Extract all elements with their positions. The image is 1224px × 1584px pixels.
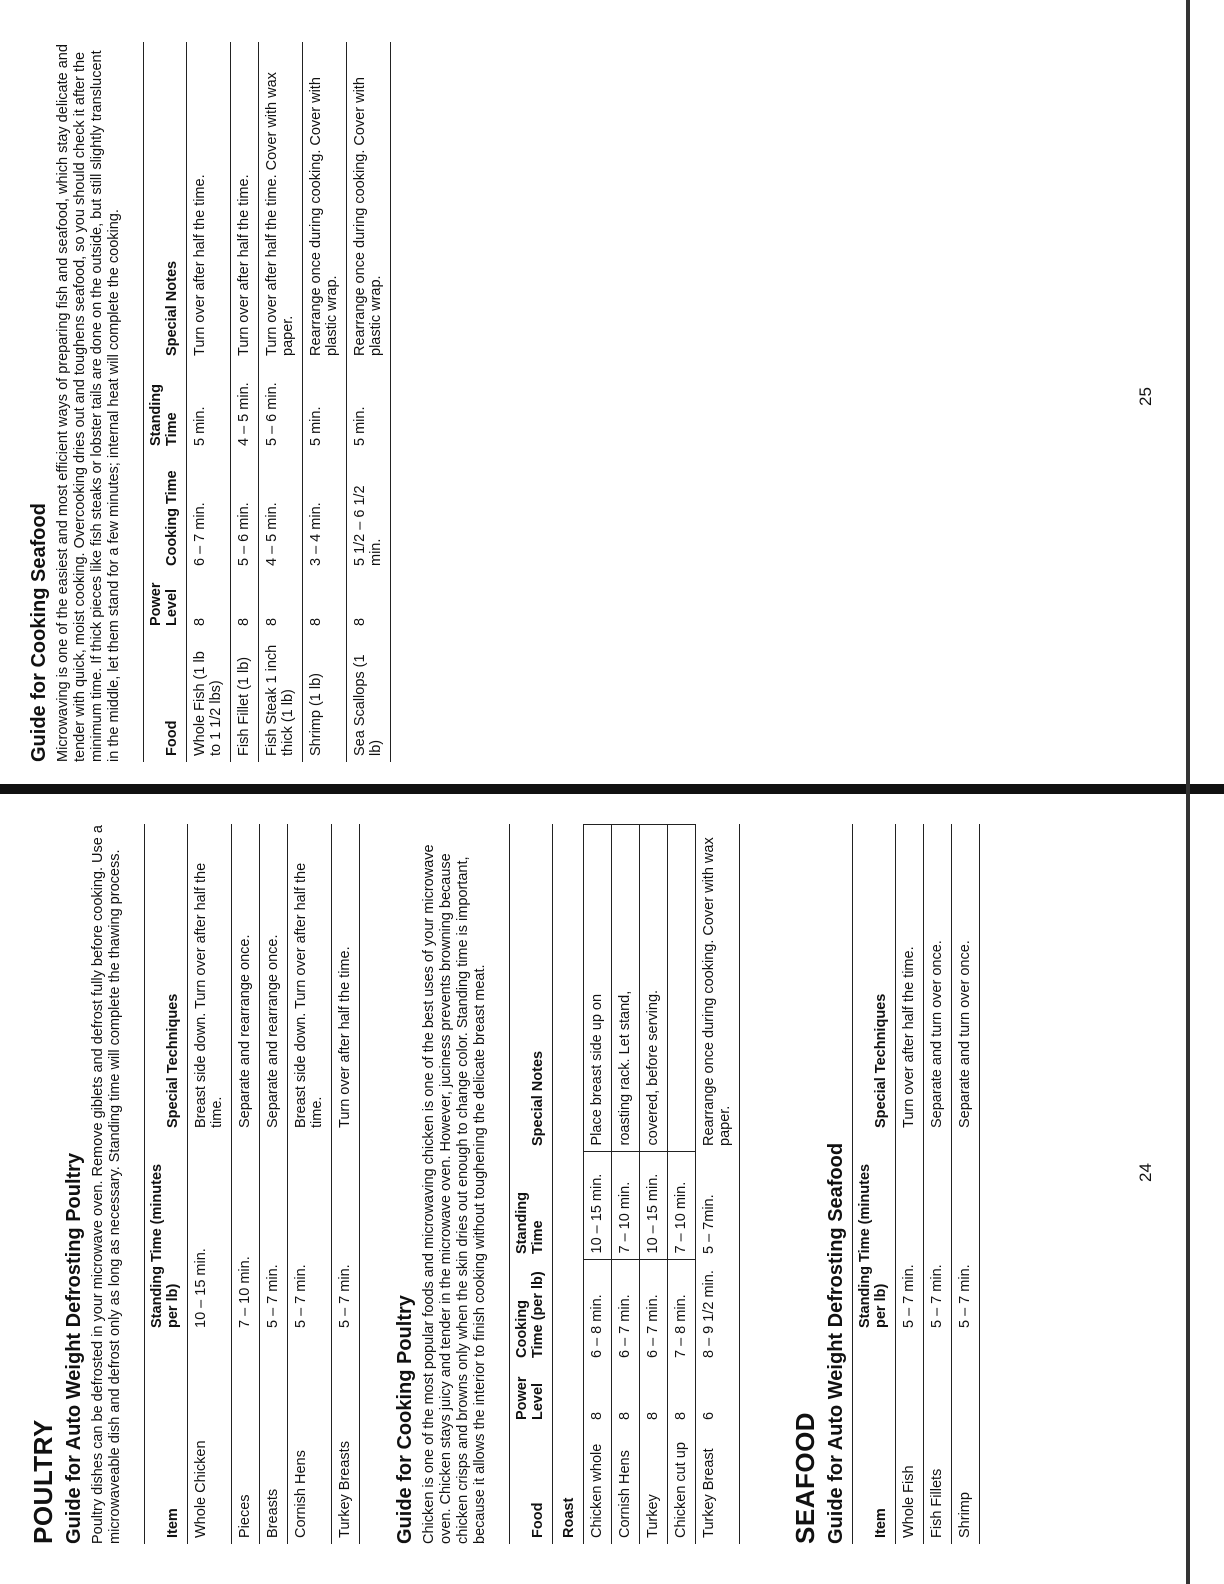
cell-standing: 10 – 15 min. [584, 1152, 612, 1260]
cell-item: Shrimp [952, 1334, 980, 1544]
col-header-notes: Special Notes [144, 42, 187, 362]
cell-cooking: 6 – 7 min. [640, 1260, 668, 1364]
cell-standing: 5 – 7 min. [288, 1134, 332, 1334]
cell-techniques: Separate and rearrange once. [260, 824, 288, 1134]
cell-standing: 5 min. [187, 362, 231, 452]
cell-food: Shrimp (1 lb) [303, 632, 347, 762]
cook-poultry-intro: Chicken is one of the most popular foods and microwaving chicken is one of the best uses of your microwave oven. Chicken stays juicy and tender in the microwave oven. However, juciness prevents browning because chicken crisps and browns only when the skin dries out enough to change color. Standing time is important, because it allows the interior to finish cooking without toughening the delicate breast meat. [421, 844, 488, 1544]
col-header-standing: Standing Time [144, 362, 187, 452]
table-row [347, 42, 391, 762]
book-spine [0, 784, 1224, 794]
section-title-poultry: POULTRY [28, 1419, 58, 1544]
table-row [584, 825, 612, 1545]
cell-standing: 5 min. [303, 362, 347, 452]
cell-food: Chicken cut up [668, 1426, 696, 1544]
cell-notes: covered, before serving. [640, 825, 668, 1153]
col-header-item: Item [853, 1334, 896, 1544]
cell-cooking: 6 – 7 min. [612, 1260, 640, 1364]
cell-standing: 7 – 10 min. [232, 1134, 260, 1334]
table-row [612, 825, 640, 1545]
col-header-techniques: Special Techniques [853, 824, 896, 1134]
cell-food: Sea Scallops (1 lb) [347, 632, 391, 762]
cell-item: Cornish Hens [288, 1334, 332, 1544]
page-number-24: 24 [1136, 1163, 1155, 1182]
defrost-poultry-table [144, 824, 360, 1544]
cell-techniques: Breast side down. Turn over after half the time. [288, 824, 332, 1134]
cell-power: 8 [187, 572, 231, 632]
cell-notes: roasting rack. Let stand, [612, 825, 640, 1153]
cell-item: Whole Fish [896, 1334, 924, 1544]
cell-techniques: Turn over after half the time. [332, 824, 360, 1134]
table-row [232, 824, 260, 1544]
cell-cooking: 7 – 8 min. [668, 1260, 696, 1364]
cell-standing: 5 – 7 min. [896, 1134, 924, 1334]
cell-standing: 7 – 10 min. [612, 1152, 640, 1260]
cell-item: Whole Chicken [188, 1334, 232, 1544]
table-row [924, 824, 952, 1544]
cell-power: 8 [347, 572, 391, 632]
col-header-techniques: Special Techniques [145, 824, 188, 1134]
table-row [303, 42, 347, 762]
col-header-cooking: Cooking Time (per lb) [510, 1260, 553, 1364]
table-row [260, 824, 288, 1544]
cell-cooking: 6 – 7 min. [187, 452, 231, 572]
cook-seafood-title: Guide for Cooking Seafood [28, 503, 50, 762]
group-label-roast: Roast [553, 825, 584, 1545]
cook-poultry-table [509, 824, 740, 1544]
table-row [259, 42, 303, 762]
table-row [332, 824, 360, 1544]
cell-power: 8 [303, 572, 347, 632]
table-header-row [510, 825, 553, 1545]
col-header-food: Food [144, 632, 187, 762]
table-row [896, 824, 924, 1544]
cell-standing: 5 – 7min. [696, 1152, 740, 1260]
cell-standing: 5 – 7 min. [260, 1134, 288, 1334]
table-row [640, 825, 668, 1545]
section-title-seafood: SEAFOOD [790, 1411, 820, 1544]
col-header-cooking: Cooking Time [144, 452, 187, 572]
cell-item: Fish Fillets [924, 1334, 952, 1544]
table-header-row [145, 824, 188, 1544]
defrost-poultry-title: Guide for Auto Weight Defrosting Poultry [63, 1152, 85, 1544]
cook-seafood-intro: Microwaving is one of the easiest and most efficient ways of preparing fish and seafood, which stay delicate and tender with quick, moist cooking. Overcooking dries out and toughens seafood, so you should check it after the minimum time. If thick pieces like fish steaks or lobster tails are done on the outside, but still slightly translucent in the middle, let them stand for a few minutes; internal heat will complete the cooking. [55, 44, 122, 762]
cell-cooking: 5 1/2 – 6 1/2 min. [347, 452, 391, 572]
cell-item: Breasts [260, 1334, 288, 1544]
col-header-item: Item [145, 1334, 188, 1544]
table-row [288, 824, 332, 1544]
col-header-power: Power Level [510, 1364, 553, 1426]
group-row [553, 825, 584, 1545]
table-row [187, 42, 231, 762]
cell-power: 8 [668, 1364, 696, 1426]
cell-standing: 10 – 15 min. [188, 1134, 232, 1334]
col-header-standing: Standing Time [510, 1152, 553, 1260]
cell-notes: Rearrange once during cooking. Cover with plastic wrap. [347, 42, 391, 362]
cell-notes: Rearrange once during cooking. Cover with wax paper. [696, 825, 740, 1153]
cell-item: Turkey Breasts [332, 1334, 360, 1544]
cell-standing: 4 – 5 min. [231, 362, 259, 452]
cell-notes: Turn over after half the time. Cover with wax paper. [259, 42, 303, 362]
table-row [696, 825, 740, 1545]
cell-standing: 7 – 10 min. [668, 1152, 696, 1260]
col-header-notes: Special Notes [510, 825, 553, 1153]
cell-food: Fish Fillet (1 lb) [231, 632, 259, 762]
cook-poultry-title: Guide for Cooking Poultry [394, 1295, 416, 1544]
defrost-poultry-intro: Poultry dishes can be defrosted in your microwave oven. Remove giblets and defrost fully before cooking. Use a microwaveable dish and defrost only as long as necessary. Standing time will complete the thawing process. [90, 825, 123, 1544]
cell-cooking: 3 – 4 min. [303, 452, 347, 572]
table-row [952, 824, 980, 1544]
page-edge-shadow [1186, 0, 1190, 1584]
cell-techniques: Separate and rearrange once. [232, 824, 260, 1134]
cook-seafood-table [143, 42, 391, 762]
cell-food: Turkey Breast [696, 1426, 740, 1544]
cell-techniques: Turn over after half the time. [896, 824, 924, 1134]
table-header-row [853, 824, 896, 1544]
page-24 [28, 824, 980, 1544]
cell-techniques: Separate and turn over once. [952, 824, 980, 1134]
cell-standing: 5 min. [347, 362, 391, 452]
cell-notes: Place breast side up on [584, 825, 612, 1153]
defrost-seafood-title: Guide for Auto Weight Defrosting Seafood [825, 1142, 847, 1544]
col-header-standing: Standing Time (minutes per lb) [145, 1134, 188, 1334]
cell-food: Whole Fish (1 lb to 1 1/2 lbs) [187, 632, 231, 762]
cell-notes: Rearrange once during cooking. Cover with plastic wrap. [303, 42, 347, 362]
cell-food: Turkey [640, 1426, 668, 1544]
cell-power: 8 [231, 572, 259, 632]
cell-power: 8 [584, 1364, 612, 1426]
col-header-power: Power Level [144, 572, 187, 632]
cell-standing: 10 – 15 min. [640, 1152, 668, 1260]
cell-techniques: Breast side down. Turn over after half the time. [188, 824, 232, 1134]
cell-food: Fish Steak 1 inch thick (1 lb) [259, 632, 303, 762]
cell-power: 8 [612, 1364, 640, 1426]
table-header-row [144, 42, 187, 762]
cell-power: 6 [696, 1364, 740, 1426]
cell-standing: 5 – 7 min. [924, 1134, 952, 1334]
page-25 [28, 42, 391, 762]
table-row [188, 824, 232, 1544]
cell-power: 8 [259, 572, 303, 632]
cell-cooking: 8 – 9 1/2 min. [696, 1260, 740, 1364]
defrost-seafood-table [852, 824, 980, 1544]
cell-standing: 5 – 6 min. [259, 362, 303, 452]
cell-notes: Turn over after half the time. [231, 42, 259, 362]
cell-food: Chicken whole [584, 1426, 612, 1544]
col-header-food: Food [510, 1426, 553, 1544]
cell-cooking: 6 – 8 min. [584, 1260, 612, 1364]
cell-techniques: Separate and turn over once. [924, 824, 952, 1134]
table-row [668, 825, 696, 1545]
cell-notes: Turn over after half the time. [187, 42, 231, 362]
page-number-25: 25 [1136, 387, 1155, 406]
cell-power: 8 [640, 1364, 668, 1426]
cell-food: Cornish Hens [612, 1426, 640, 1544]
cell-item: Pieces [232, 1334, 260, 1544]
cell-standing: 5 – 7 min. [952, 1134, 980, 1334]
col-header-standing: Standing Time (minutes per lb) [853, 1134, 896, 1334]
cell-standing: 5 – 7 min. [332, 1134, 360, 1334]
cell-cooking: 4 – 5 min. [259, 452, 303, 572]
cell-notes-empty [668, 825, 696, 1153]
table-row [231, 42, 259, 762]
cell-cooking: 5 – 6 min. [231, 452, 259, 572]
